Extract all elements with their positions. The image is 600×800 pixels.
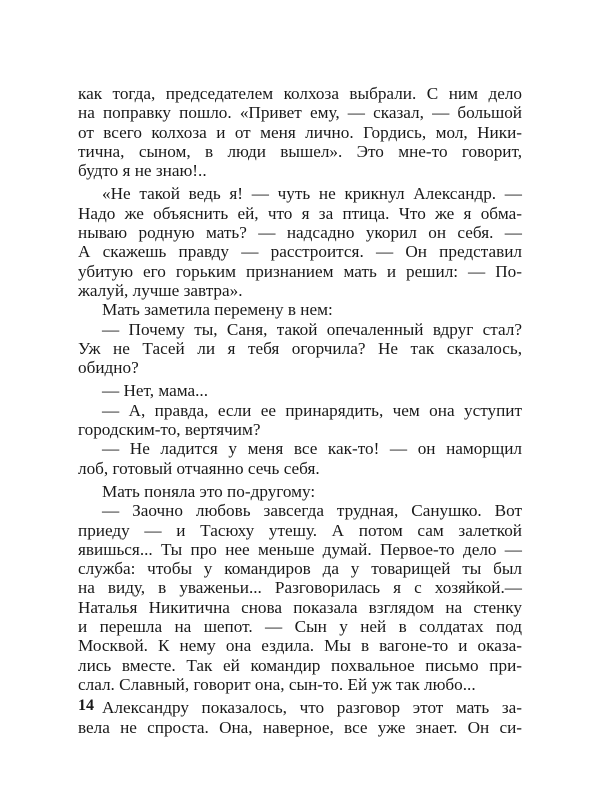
paragraph xyxy=(78,300,522,319)
text-line: городским-то, вертячим? xyxy=(78,420,261,440)
text-line: жалуй, лучше завтра». xyxy=(78,280,243,300)
text-line: обидно? xyxy=(78,358,139,378)
text-line: — Почему ты, Саня, такой опечаленный вдруг стал? xyxy=(102,319,522,339)
text-line: будто я не знаю!.. xyxy=(78,161,207,181)
page-number: 14 xyxy=(78,697,94,714)
paragraph xyxy=(78,501,522,694)
paragraph xyxy=(78,320,522,378)
text-line: вела не спроста. Она, наверное, все уже знает. Он си- xyxy=(78,717,522,737)
text-line: явишься... Ты про нее меньше думай. Первое-то дело — xyxy=(78,539,522,559)
paragraph xyxy=(78,381,522,400)
text-line: — Заочно любовь завсегда трудная, Санушко. Вот xyxy=(102,501,522,521)
text-line: Мать поняла это по-другому: xyxy=(102,481,316,501)
text-line: — А, правда, если ее принарядить, чем она уступит xyxy=(102,400,522,420)
text-line: Надо же объяснить ей, что я за птица. Что же я обма- xyxy=(78,203,522,223)
text-line: Наталья Никитична снова показала взглядом на стенку xyxy=(78,597,522,617)
text-line: «Не такой ведь я! — чуть не крикнул Александр. — xyxy=(102,184,522,204)
text-line: служба: чтобы у командиров да у товарищей ты был xyxy=(78,559,522,579)
text-line: лоб, готовый отчаянно сечь себя. xyxy=(78,458,320,478)
paragraph xyxy=(78,84,522,180)
text-line: Мать заметила перемену в нем: xyxy=(102,300,333,320)
text-line: А скажешь правду — расстроится. — Он представил xyxy=(78,242,522,262)
text-line: Александру показалось, что разговор этот мать за- xyxy=(102,698,522,718)
text-line: приеду — и Тасюху утешу. А потом сам залеткой xyxy=(78,520,522,540)
paragraph xyxy=(78,698,522,737)
paragraph xyxy=(78,482,522,501)
paragraph xyxy=(78,439,522,478)
text-line: тична, сыном, в люди вышел». Это мне-то говорит, xyxy=(78,141,522,161)
text-line: нываю родную мать? — надсадно укорил он себя. — xyxy=(78,223,522,243)
paragraph xyxy=(78,184,522,300)
text-line: — Нет, мама... xyxy=(102,381,209,401)
text-line: лись вместе. Так ей командир похвальное письмо при- xyxy=(78,655,522,675)
book-page-text xyxy=(78,84,522,737)
text-line: от всего колхоза и от меня лично. Гордись, мол, Ники- xyxy=(78,122,522,142)
text-line: и перешла на шепот. — Сын у ней в солдатах под xyxy=(78,617,522,637)
text-line: на поправку пошло. «Привет ему, — сказал, — большой xyxy=(78,103,522,123)
text-line: на виду, в уваженьи... Разговорилась я с хозяйкой.— xyxy=(78,578,522,598)
text-line: — Не ладится у меня все как-то! — он наморщил xyxy=(102,439,522,459)
text-line: Москвой. К нему она ездила. Мы в вагоне-то и оказа- xyxy=(78,636,522,656)
paragraph xyxy=(78,401,522,440)
text-line: как тогда, председателем колхоза выбрали. С ним дело xyxy=(78,84,522,103)
text-line: слал. Славный, говорит она, сын-то. Ей уж так любо... xyxy=(78,674,476,694)
text-line: Уж не Тасей ли я тебя огорчила? Не так сказалось, xyxy=(78,338,522,358)
text-line: убитую его горьким признанием мать и решил: — По- xyxy=(78,261,522,281)
